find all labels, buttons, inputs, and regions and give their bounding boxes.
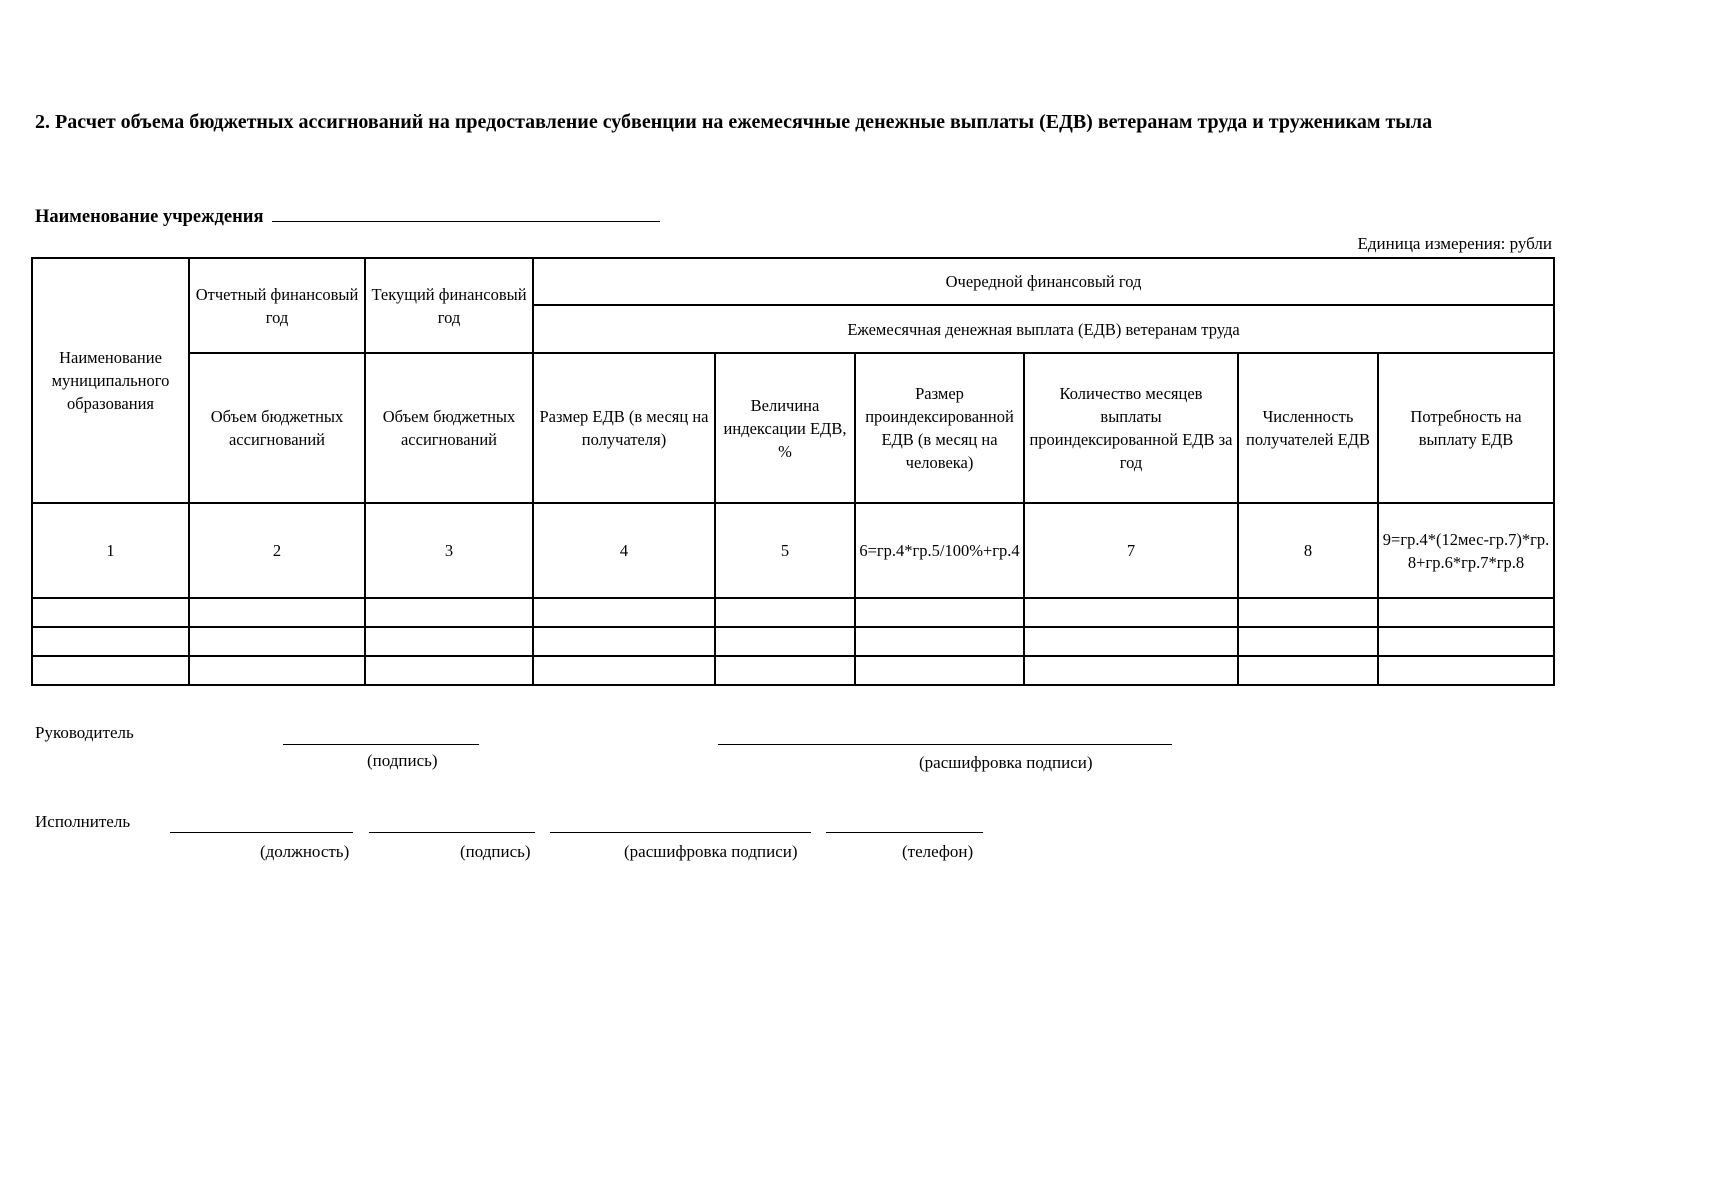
header-col-4: Размер ЕДВ (в месяц на получателя) <box>533 353 715 503</box>
empty-cell <box>1378 598 1554 627</box>
executor-decoding-caption: (расшифровка подписи) <box>624 842 798 861</box>
header-row-3 <box>32 353 1554 503</box>
empty-cell <box>1378 627 1554 656</box>
empty-cell <box>1378 656 1554 685</box>
empty-cell <box>365 656 533 685</box>
empty-cell <box>189 598 365 627</box>
empty-cell <box>1238 598 1378 627</box>
executor-label: Исполнитель <box>35 812 131 831</box>
table-row <box>32 598 1554 627</box>
empty-cell <box>1024 598 1238 627</box>
empty-cell <box>1238 627 1378 656</box>
column-number-cell: 1 <box>32 503 189 598</box>
head-signature-line <box>283 744 479 745</box>
head-label: Руководитель <box>35 723 134 742</box>
empty-cell <box>32 627 189 656</box>
appropriations-table <box>31 257 1555 686</box>
empty-cell <box>189 656 365 685</box>
document-title: 2. Расчет объема бюджетных ассигнований на предоставление субвенции на ежемесячные денежные выплаты (ЕДВ) ветеранам труда и труженикам тыла <box>35 111 1433 133</box>
empty-cell <box>32 598 189 627</box>
empty-cell <box>855 656 1024 685</box>
executor-decoding-line <box>550 832 811 833</box>
institution-blank-line <box>272 203 660 222</box>
header-edv-group: Ежемесячная денежная выплата (ЕДВ) ветеранам труда <box>533 305 1554 353</box>
header-col-2: Объем бюджетных ассигнований <box>189 353 365 503</box>
empty-cell <box>715 627 855 656</box>
empty-cell <box>715 598 855 627</box>
empty-cell <box>715 656 855 685</box>
executor-phone-caption: (телефон) <box>902 842 974 861</box>
empty-cell <box>855 627 1024 656</box>
header-municipality: Наименование муниципального образования <box>32 258 189 503</box>
column-number-cell: 2 <box>189 503 365 598</box>
executor-signature-line <box>369 832 535 833</box>
empty-cell <box>533 627 715 656</box>
header-col-8: Численность получателей ЕДВ <box>1238 353 1378 503</box>
numbering-row <box>32 503 1554 598</box>
empty-cell <box>1024 656 1238 685</box>
executor-signature-caption: (подпись) <box>460 842 531 861</box>
header-col-9: Потребность на выплату ЕДВ <box>1378 353 1554 503</box>
column-number-cell: 7 <box>1024 503 1238 598</box>
unit-label: Единица измерения: рубли <box>1357 234 1552 253</box>
column-formula-cell: 6=гр.4*гр.5/100%+гр.4 <box>855 503 1024 598</box>
header-next-year: Очередной финансовый год <box>533 258 1554 305</box>
header-col-3: Объем бюджетных ассигнований <box>365 353 533 503</box>
column-number-cell: 8 <box>1238 503 1378 598</box>
empty-cell <box>1238 656 1378 685</box>
executor-position-line <box>170 832 353 833</box>
empty-cell <box>1024 627 1238 656</box>
header-col-7: Количество месяцев выплаты проиндексированной ЕДВ за год <box>1024 353 1238 503</box>
column-number-cell: 3 <box>365 503 533 598</box>
institution-label: Наименование учреждения <box>35 207 264 227</box>
institution-field <box>35 203 660 228</box>
column-number-cell: 4 <box>533 503 715 598</box>
empty-cell <box>32 656 189 685</box>
column-formula-cell: 9=гр.4*(12мес-гр.7)*гр.8+гр.6*гр.7*гр.8 <box>1378 503 1554 598</box>
executor-phone-line <box>826 832 983 833</box>
header-col-6: Размер проиндексированной ЕДВ (в месяц на человека) <box>855 353 1024 503</box>
head-decoding-line <box>718 744 1172 745</box>
empty-cell <box>533 598 715 627</box>
executor-position-caption: (должность) <box>260 842 350 861</box>
head-decoding-caption: (расшифровка подписи) <box>919 753 1093 772</box>
empty-cell <box>189 627 365 656</box>
header-current-year: Текущий финансовый год <box>365 258 533 353</box>
head-signature-caption: (подпись) <box>367 751 438 770</box>
empty-cell <box>365 627 533 656</box>
header-reporting-year: Отчетный финансовый год <box>189 258 365 353</box>
header-row-1 <box>32 258 1554 305</box>
header-col-5: Величина индексации ЕДВ, % <box>715 353 855 503</box>
column-number-cell: 5 <box>715 503 855 598</box>
table-row <box>32 656 1554 685</box>
empty-cell <box>533 656 715 685</box>
empty-cell <box>365 598 533 627</box>
empty-cell <box>855 598 1024 627</box>
table-row <box>32 627 1554 656</box>
